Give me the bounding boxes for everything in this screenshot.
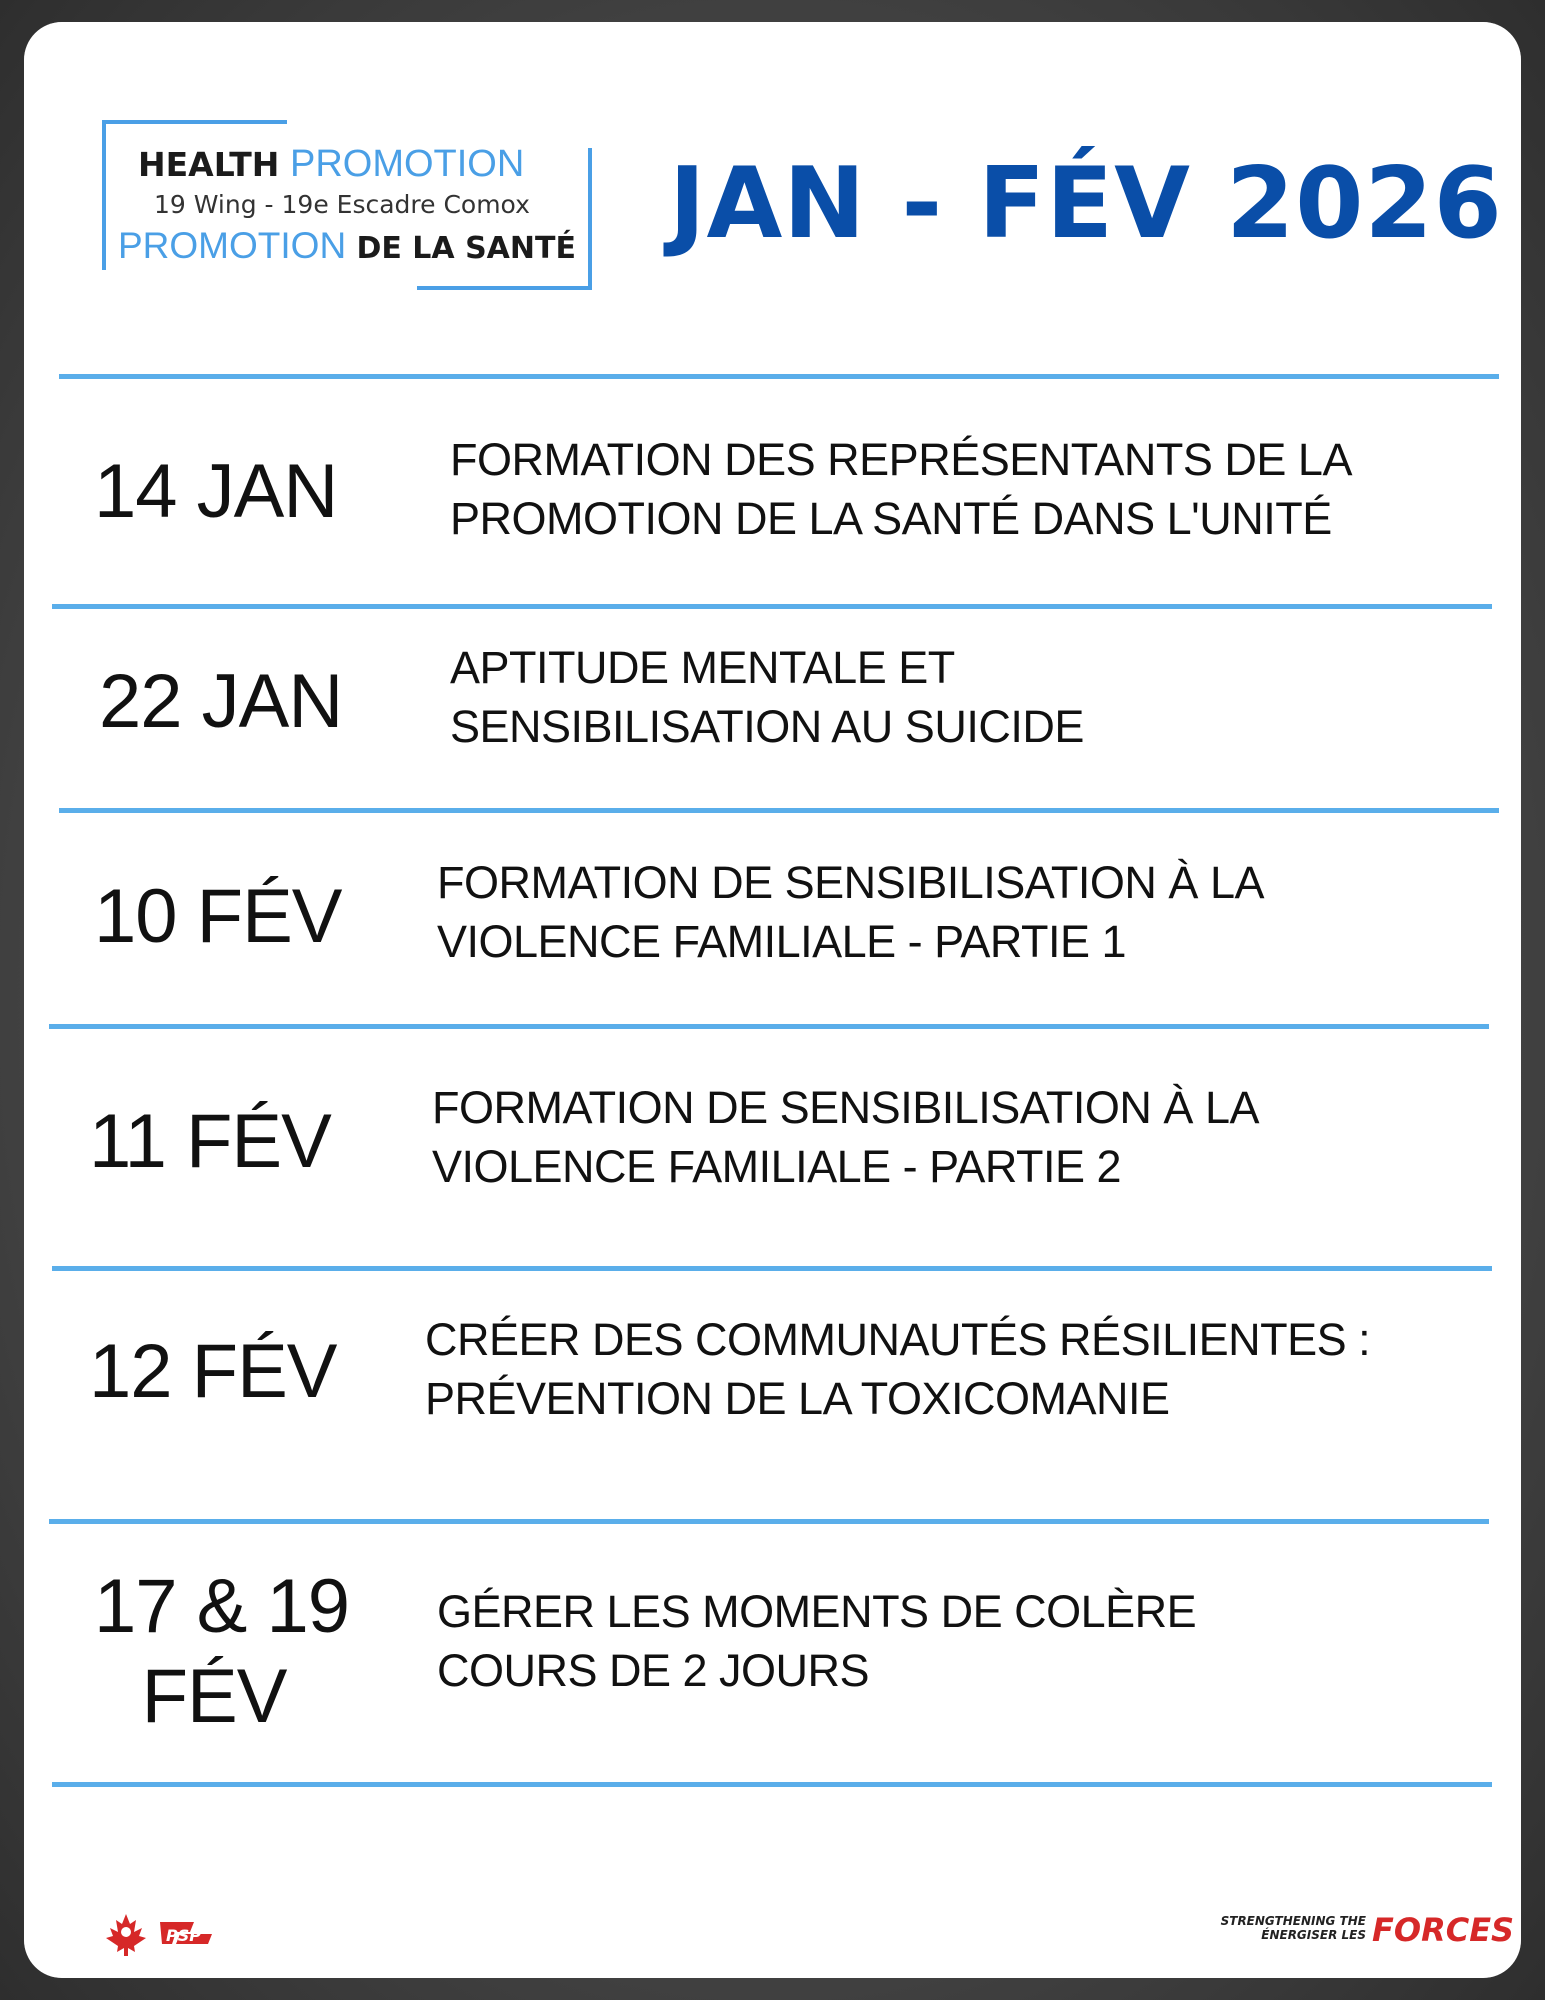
health-promotion-logo <box>102 120 592 290</box>
event-title-line: VIOLENCE FAMILIALE - PARTIE 1 <box>437 916 1127 967</box>
event-title-line: VIOLENCE FAMILIALE - PARTIE 2 <box>432 1141 1122 1192</box>
logo-line-1 <box>138 142 524 187</box>
divider-rule <box>59 374 1499 379</box>
event-date-line-1: 17 & 19 <box>94 1564 349 1649</box>
event-date: 22 JAN <box>99 659 343 744</box>
divider-rule <box>52 604 1492 609</box>
divider-rule <box>59 808 1499 813</box>
maple-leaf-icon <box>102 1910 232 1956</box>
page-title: JAN - FÉV 2026 <box>669 147 1503 261</box>
logo-promotion-fr: PROMOTION <box>118 225 347 266</box>
strengthening-text <box>1196 1914 1366 1942</box>
event-date: 10 FÉV <box>94 874 342 959</box>
divider-rule <box>52 1266 1492 1271</box>
logo-de-la-sante: DE LA SANTÉ <box>356 231 576 266</box>
event-title-line: CRÉER DES COMMUNAUTÉS RÉSILIENTES : <box>425 1314 1371 1365</box>
divider-rule <box>49 1024 1489 1029</box>
divider-rule <box>49 1519 1489 1524</box>
logo-bracket-left <box>102 120 106 270</box>
strengthening-line-2: ÉNERGISER LES <box>1261 1928 1366 1942</box>
event-date: 11 FÉV <box>89 1099 331 1184</box>
event-date-line-2: FÉV <box>141 1654 287 1739</box>
psp-logo-text: PSP <box>166 1926 201 1945</box>
logo-health: HEALTH <box>138 145 280 184</box>
event-title-line: PROMOTION DE LA SANTÉ DANS L'UNITÉ <box>450 493 1332 544</box>
event-title-line: GÉRER LES MOMENTS DE COLÈRE <box>437 1586 1197 1637</box>
event-title-line: FORMATION DE SENSIBILISATION À LA <box>437 857 1264 908</box>
logo-line-3 <box>118 224 576 271</box>
logo-bracket-bottom <box>417 286 592 290</box>
logo-promotion: PROMOTION <box>289 143 525 185</box>
event-title-line: APTITUDE MENTALE ET <box>450 642 955 693</box>
psp-logo <box>102 1910 232 1956</box>
strengthening-forces-logo <box>1196 1910 1515 1950</box>
event-title-line: FORMATION DES REPRÉSENTANTS DE LA <box>450 434 1352 485</box>
event-date: 12 FÉV <box>89 1329 337 1414</box>
logo-line-2: 19 Wing - 19e Escadre Comox <box>154 190 530 219</box>
logo-bracket-top <box>102 120 287 124</box>
event-date: 14 JAN <box>94 449 338 534</box>
poster-page <box>24 22 1521 1978</box>
event-title-line: SENSIBILISATION AU SUICIDE <box>450 701 1084 752</box>
logo-bracket-right <box>588 148 592 290</box>
strengthening-line-1: STRENGTHENING THE <box>1220 1914 1366 1928</box>
event-title-line: FORMATION DE SENSIBILISATION À LA <box>432 1082 1259 1133</box>
event-title-line: PRÉVENTION DE LA TOXICOMANIE <box>425 1373 1170 1424</box>
divider-rule <box>52 1782 1492 1787</box>
forces-text: FORCES <box>1372 1911 1515 1949</box>
event-title-line: COURS DE 2 JOURS <box>437 1645 870 1696</box>
